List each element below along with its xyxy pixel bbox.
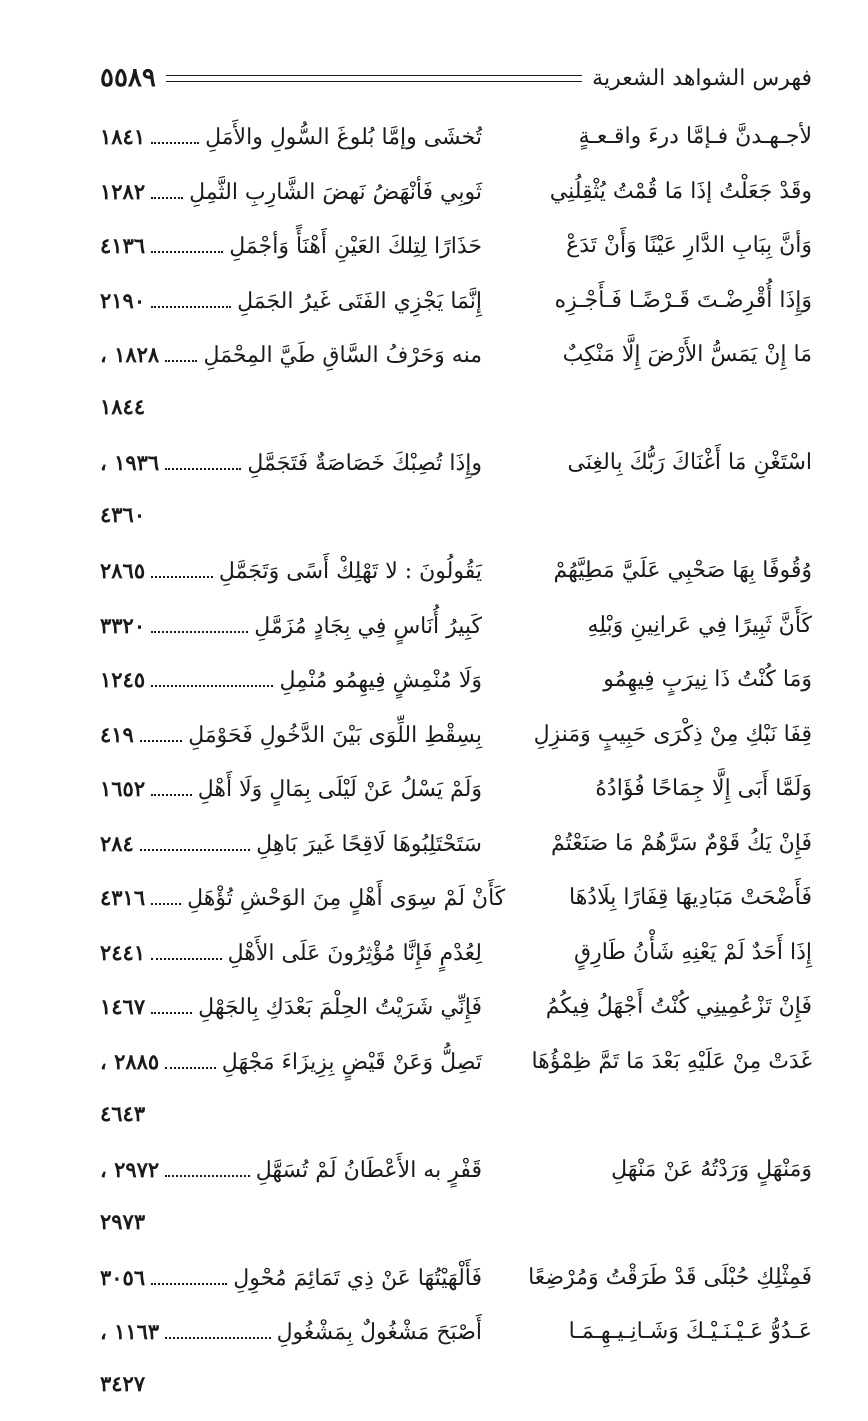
- page-number: ٥٥٨٩: [100, 63, 156, 93]
- dot-leader: [151, 958, 222, 960]
- dot-leader: [165, 360, 197, 362]
- reference-numbers: ٢٩٧٢ ،: [100, 1156, 160, 1182]
- first-hemistich: مَا إِنْ يَمَسُّ الأَرْضَ إِلَّا مَنْكِبٌ: [562, 342, 812, 367]
- verse-entry: [100, 607, 812, 662]
- reference-numbers: ٣٣٢٠: [100, 612, 146, 638]
- first-hemistich: وُقُوفًا بِهَا صَحْبِي عَلَيَّ مَطِيَّهُمْ: [553, 558, 812, 583]
- dot-leader: [165, 1175, 250, 1177]
- second-hemistich-line: [100, 1049, 482, 1075]
- second-hemistich-line: [100, 722, 482, 748]
- first-hemistich: وَإِذَا أُقْرِضْـتَ قَـرْضًـا فَـأَجْـزِه: [554, 287, 812, 313]
- second-hemistich-line: [100, 558, 482, 584]
- first-hemistich: فَإِنْ يَكُ قَوْمٌ سَرَّهُمْ مَا صَنَعْتُمْ: [550, 830, 812, 856]
- second-hemistich: وَلَا مُنْمِشٍ فِيهِمُو مُنْمِلِ: [279, 668, 482, 693]
- dot-leader: [151, 631, 248, 633]
- verse-entry: [100, 1151, 812, 1259]
- second-hemistich-line: [100, 233, 482, 259]
- verse-entry: [100, 118, 812, 173]
- second-hemistich-line: [100, 667, 482, 693]
- second-hemistich-line: [100, 450, 482, 476]
- second-hemistich-line: [100, 613, 482, 639]
- second-hemistich: أَصْبَحَ مَشْغُولٌ بِمَشْغُولِ: [276, 1320, 482, 1345]
- second-hemistich-line: [100, 342, 482, 368]
- reference-numbers: ١٨٤١: [100, 124, 146, 149]
- header-rule: [166, 75, 582, 82]
- reference-numbers: ١٢٨٢: [100, 178, 146, 204]
- reference-numbers: ٤١٩: [100, 721, 134, 747]
- second-hemistich: يَقُولُونَ : لا تَهْلِكْ أَسًى وَتَجَمَّلِ: [218, 559, 482, 584]
- second-hemistich: وَلَمْ يَسْلُ عَنْ لَيْلَى بِمَالٍ وَلَا أَهْلِ: [197, 777, 482, 802]
- reference-numbers: ٢١٩٠: [100, 287, 146, 313]
- dot-leader: [151, 576, 213, 578]
- dot-leader: [151, 685, 273, 687]
- dot-leader: [165, 1337, 270, 1339]
- second-hemistich: كَأَنْ لَمْ سِوَى أَهْلٍ مِنَ الوَحْشِ تُؤْهَلِ: [187, 886, 506, 911]
- verse-entry: [100, 552, 812, 607]
- reference-numbers: ٢٨٨٥ ،: [100, 1048, 160, 1074]
- second-hemistich-line: [100, 1319, 482, 1345]
- second-hemistich: كَبِيرُ أُنَاسٍ فِي بِجَادٍ مُزَمَّلِ: [254, 613, 482, 639]
- verse-entry: [100, 661, 812, 716]
- second-hemistich: فَأَلْهَيْتُهَا عَنْ ذِي تَمَائِمَ مُحْوِلِ: [233, 1265, 482, 1291]
- second-hemistich: بِسِقْطِ اللِّوَى بَيْنَ الدَّخُولِ فَحَوْمَلِ: [188, 722, 482, 748]
- reference-numbers-continued: ١٨٤٤: [100, 394, 146, 419]
- verse-entry: [100, 282, 812, 337]
- second-hemistich: لِعُدْمٍ فَإِنَّا مُؤْثِرُونَ عَلَى الأَهْلِ: [227, 940, 482, 966]
- second-hemistich-line: [100, 1265, 482, 1291]
- reference-numbers: ١١٦٣ ،: [100, 1319, 160, 1344]
- second-hemistich-line: [100, 179, 482, 205]
- second-hemistich-line: [100, 776, 482, 802]
- verse-entry: [100, 988, 812, 1043]
- second-hemistich-line: [100, 288, 482, 314]
- first-hemistich: وَلَمَّا أَبَى إِلَّا جِمَاحًا فُؤَادُهُ: [595, 776, 812, 801]
- reference-numbers-continued: ٢٩٧٣: [100, 1208, 146, 1234]
- reference-numbers: ١٩٣٦ ،: [100, 450, 160, 475]
- verse-entry: [100, 1043, 812, 1151]
- verse-entry: [100, 227, 812, 282]
- second-hemistich: وإِذَا تُصِبْكَ خَصَاصَةٌ فَتَجَمَّلِ: [247, 451, 482, 476]
- second-hemistich: فَإِنِّي شَرَيْتُ الحِلْمَ بَعْدَكِ بِالجَهْلِ: [198, 995, 482, 1020]
- first-hemistich: وَمَنْهَلٍ وَرَدْتُهُ عَنْ مَنْهَلِ: [611, 1156, 812, 1182]
- dot-leader: [140, 740, 182, 742]
- dot-leader: [165, 1067, 216, 1069]
- reference-numbers-continued: ٤٣٦٠: [100, 502, 146, 527]
- dot-leader: [151, 1283, 227, 1285]
- dot-leader: [165, 468, 241, 470]
- verse-entry: [100, 444, 812, 552]
- reference-numbers: ٤٣١٦: [100, 885, 146, 910]
- dot-leader: [151, 903, 181, 905]
- verse-entry: [100, 1313, 812, 1421]
- first-hemistich: عَـدُوُّ عَـيْـنَـيْـكَ وَشَـانِـيـهِـمَـا: [568, 1319, 812, 1344]
- second-hemistich-line: [100, 885, 506, 911]
- reference-numbers-continued: ٣٤٢٧: [100, 1371, 146, 1396]
- reference-numbers: ١٢٤٥: [100, 667, 146, 692]
- reference-numbers: ٢٤٤١: [100, 939, 146, 965]
- first-hemistich: قِفَا نَبْكِ مِنْ ذِكْرَى حَبِيبٍ وَمَنزِلِ: [533, 721, 812, 747]
- first-hemistich: فَأَضْحَتْ مَبَادِيهَا قِفَارًا بِلَادُهَا: [568, 885, 812, 910]
- second-hemistich: ثَوبِي فَأنْهَضُ نَهضَ الشَّارِبِ الثَّمِلِ: [189, 179, 482, 205]
- reference-numbers-continued: ٤٦٤٣: [100, 1100, 146, 1126]
- dot-leader: [151, 1012, 192, 1014]
- second-hemistich: تَصِلُّ وَعَنْ قَيْضٍ بِزِيزَاءَ مَجْهَلِ: [221, 1049, 482, 1075]
- verse-entry: [100, 173, 812, 228]
- second-hemistich: منه وَحَرْفُ السَّاقِ طَيَّ المِحْمَلِ: [203, 343, 482, 368]
- dot-leader: [151, 251, 223, 253]
- first-hemistich: إِذَا أَحَدٌ لَمْ يَعْنِهِ شَأْنُ طَارِقٍ: [574, 939, 812, 965]
- verse-entry: [100, 716, 812, 771]
- second-hemistich: قَفْرٍ به الأَعْطَانُ لَمْ تُسَهَّلِ: [255, 1157, 482, 1183]
- first-hemistich: وَمَا كُنْتُ ذَا نِيرَبٍ فِيهِمُو: [603, 667, 812, 692]
- second-hemistich: سَتَحْتَلِبُوهَا لَاقِحًا غَيرَ بَاهِلِ: [256, 831, 482, 857]
- dot-leader: [151, 306, 231, 308]
- reference-numbers: ٢٨٦٥: [100, 558, 146, 583]
- verse-entry: [100, 879, 812, 934]
- running-title: فهرس الشواهد الشعرية: [592, 65, 812, 91]
- second-hemistich-line: [100, 831, 482, 857]
- second-hemistich-line: [100, 994, 482, 1020]
- page-header: [100, 58, 812, 98]
- reference-numbers: ٢٨٤: [100, 830, 134, 856]
- first-hemistich: لأجـهـدنَّ فـإمَّا درءَ واقـعـةٍ: [578, 124, 812, 149]
- reference-numbers: ١٦٥٢: [100, 776, 146, 801]
- second-hemistich: تُخشَى وإمَّا بُلوغَ السُّولِ والأَمَلِ: [205, 125, 482, 150]
- second-hemistich-line: [100, 940, 482, 966]
- first-hemistich: وَأنَّ بِبَابِ الدَّارِ عَيْنًا وَأَنْ تَدَعْ: [566, 233, 812, 258]
- reference-numbers: ٣٠٥٦: [100, 1264, 146, 1290]
- first-hemistich: اسْتَغْنِ مَا أَغْنَاكَ رَبُّكَ بِالغِنَى: [567, 450, 812, 475]
- verse-entry: [100, 825, 812, 880]
- verse-index-list: [100, 118, 812, 1421]
- first-hemistich: فَمِثْلِكِ حُبْلَى قَدْ طَرَقْتُ وَمُرْضِعًا: [528, 1264, 812, 1290]
- first-hemistich: فَإِنْ تَزْعُمِينِي كُنْتُ أَجْهَلُ فِيكُمُ: [545, 994, 812, 1019]
- first-hemistich: وقَدْ جَعَلْتُ إذَا مَا قُمْتُ يُثْقِلُنِي: [549, 178, 812, 204]
- reference-numbers: ١٤٦٧: [100, 994, 146, 1019]
- first-hemistich: كَأَنَّ ثَبِيرًا فِي عَرانِينِ وَبْلِهِ: [587, 612, 812, 638]
- dot-leader: [151, 197, 183, 199]
- reference-numbers: ١٨٢٨ ،: [100, 342, 160, 367]
- verse-entry: [100, 770, 812, 825]
- verse-entry: [100, 336, 812, 444]
- dot-leader: [151, 794, 192, 796]
- dot-leader: [151, 142, 199, 144]
- second-hemistich: إِنَّمَا يَجْزِي الفَتَى غَيرُ الجَمَلِ: [237, 288, 482, 314]
- second-hemistich: حَذَارًا لِتِلكَ العَيْنِ أَهْنَأً وَأجْمَلِ: [229, 234, 482, 259]
- first-hemistich: غَدَتْ مِنْ عَلَيْهِ بَعْدَ مَا تَمَّ ظِمْؤُهَا: [531, 1048, 812, 1074]
- verse-entry: [100, 934, 812, 989]
- second-hemistich-line: [100, 1157, 482, 1183]
- reference-numbers: ٤١٣٦: [100, 233, 146, 258]
- verse-entry: [100, 1259, 812, 1314]
- second-hemistich-line: [100, 124, 482, 150]
- dot-leader: [140, 849, 250, 851]
